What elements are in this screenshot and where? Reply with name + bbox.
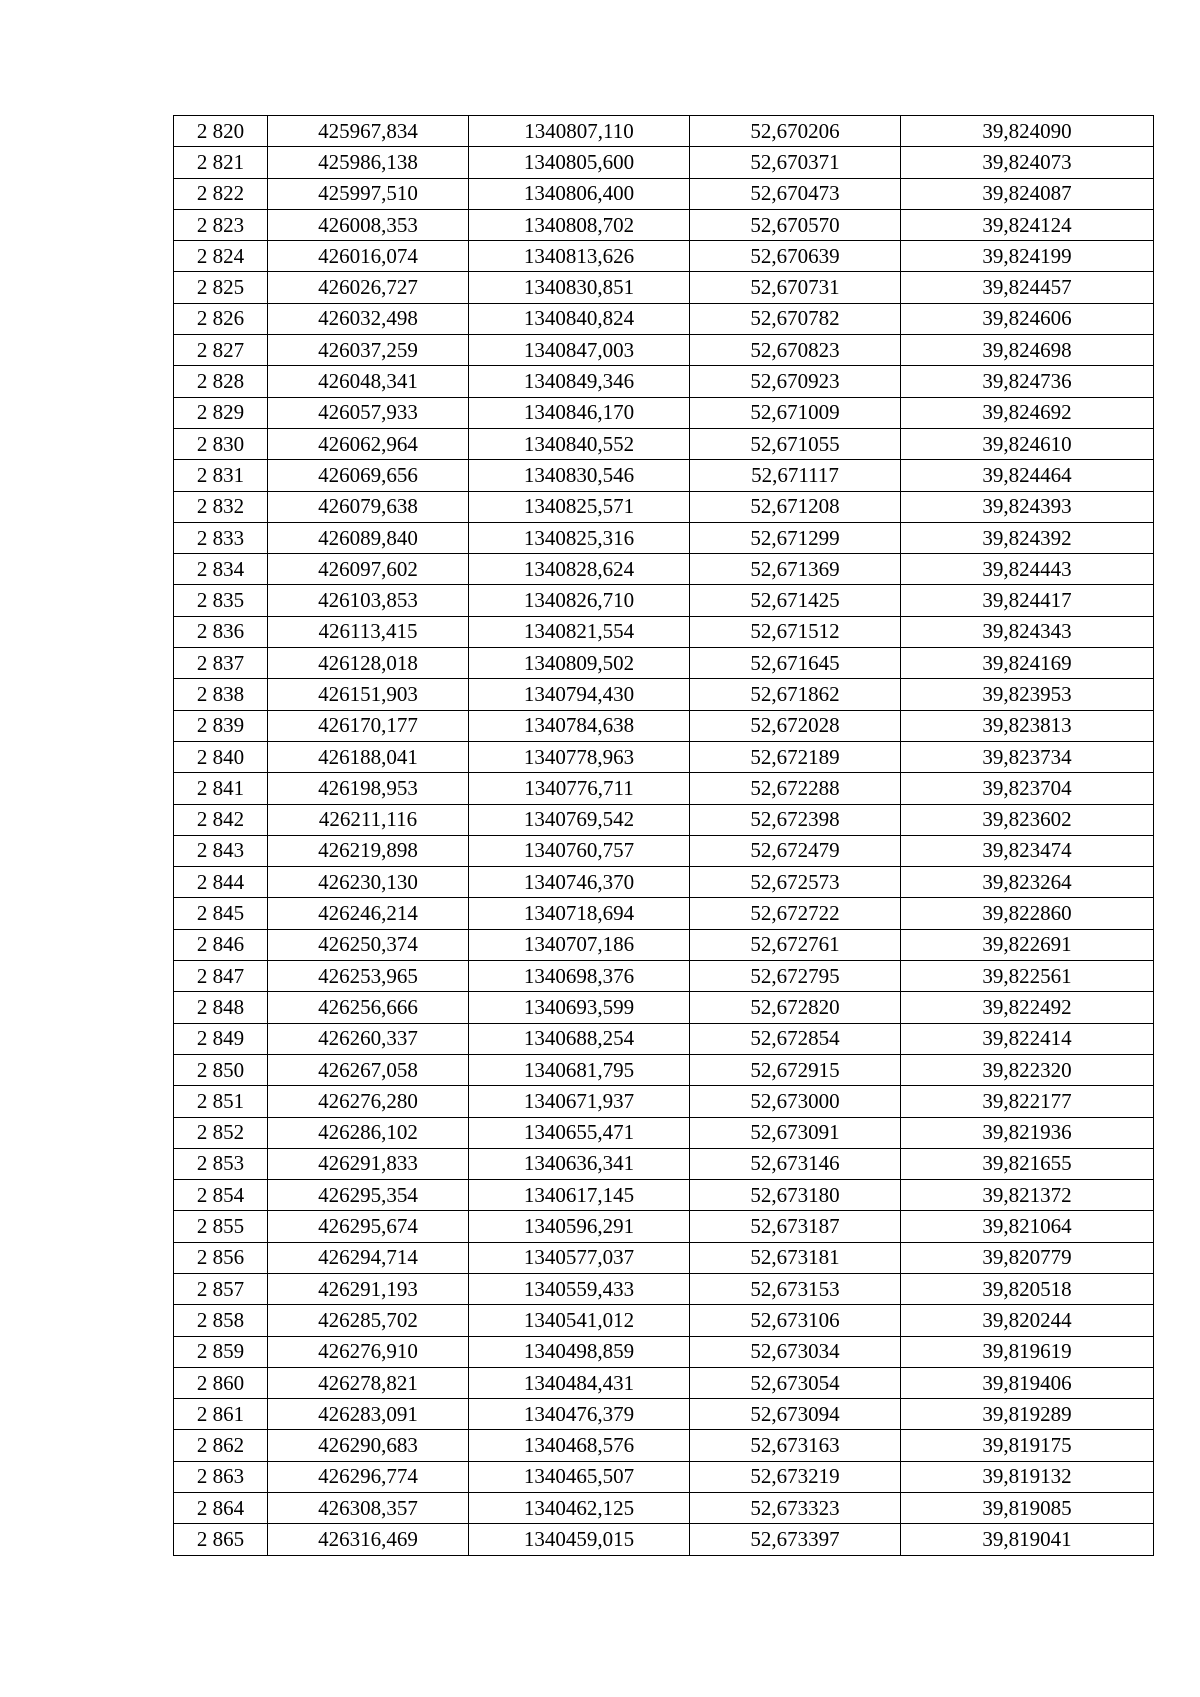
longitude-cell: 39,823813 bbox=[901, 710, 1154, 741]
y-coordinate-cell: 1340825,316 bbox=[469, 522, 690, 553]
latitude-cell: 52,670823 bbox=[690, 335, 901, 366]
x-coordinate-cell: 426151,903 bbox=[268, 679, 469, 710]
x-coordinate-cell: 426295,674 bbox=[268, 1211, 469, 1242]
y-coordinate-cell: 1340826,710 bbox=[469, 585, 690, 616]
table-row bbox=[174, 1461, 1154, 1492]
y-coordinate-cell: 1340840,552 bbox=[469, 428, 690, 459]
latitude-cell: 52,673091 bbox=[690, 1117, 901, 1148]
table-row bbox=[174, 648, 1154, 679]
y-coordinate-cell: 1340821,554 bbox=[469, 616, 690, 647]
longitude-cell: 39,820244 bbox=[901, 1305, 1154, 1336]
latitude-cell: 52,673163 bbox=[690, 1430, 901, 1461]
x-coordinate-cell: 426291,833 bbox=[268, 1148, 469, 1179]
latitude-cell: 52,672915 bbox=[690, 1054, 901, 1085]
point-number-cell: 2 836 bbox=[174, 616, 268, 647]
latitude-cell: 52,671512 bbox=[690, 616, 901, 647]
x-coordinate-cell: 426250,374 bbox=[268, 929, 469, 960]
latitude-cell: 52,671208 bbox=[690, 491, 901, 522]
longitude-cell: 39,819289 bbox=[901, 1399, 1154, 1430]
y-coordinate-cell: 1340846,170 bbox=[469, 397, 690, 428]
latitude-cell: 52,670639 bbox=[690, 241, 901, 272]
table-row bbox=[174, 1054, 1154, 1085]
coordinates-table-body bbox=[174, 116, 1154, 1556]
y-coordinate-cell: 1340809,502 bbox=[469, 648, 690, 679]
y-coordinate-cell: 1340541,012 bbox=[469, 1305, 690, 1336]
longitude-cell: 39,824087 bbox=[901, 178, 1154, 209]
table-row bbox=[174, 366, 1154, 397]
longitude-cell: 39,824736 bbox=[901, 366, 1154, 397]
y-coordinate-cell: 1340476,379 bbox=[469, 1399, 690, 1430]
x-coordinate-cell: 426016,074 bbox=[268, 241, 469, 272]
table-row bbox=[174, 616, 1154, 647]
table-row bbox=[174, 1336, 1154, 1367]
point-number-cell: 2 842 bbox=[174, 804, 268, 835]
longitude-cell: 39,820779 bbox=[901, 1242, 1154, 1273]
x-coordinate-cell: 426062,964 bbox=[268, 428, 469, 459]
x-coordinate-cell: 426290,683 bbox=[268, 1430, 469, 1461]
point-number-cell: 2 852 bbox=[174, 1117, 268, 1148]
latitude-cell: 52,672854 bbox=[690, 1023, 901, 1054]
longitude-cell: 39,821064 bbox=[901, 1211, 1154, 1242]
latitude-cell: 52,673034 bbox=[690, 1336, 901, 1367]
y-coordinate-cell: 1340655,471 bbox=[469, 1117, 690, 1148]
table-row bbox=[174, 1493, 1154, 1524]
latitude-cell: 52,670473 bbox=[690, 178, 901, 209]
point-number-cell: 2 832 bbox=[174, 491, 268, 522]
y-coordinate-cell: 1340707,186 bbox=[469, 929, 690, 960]
point-number-cell: 2 855 bbox=[174, 1211, 268, 1242]
table-row bbox=[174, 272, 1154, 303]
y-coordinate-cell: 1340808,702 bbox=[469, 209, 690, 240]
x-coordinate-cell: 425997,510 bbox=[268, 178, 469, 209]
table-row bbox=[174, 116, 1154, 147]
latitude-cell: 52,672398 bbox=[690, 804, 901, 835]
table-row bbox=[174, 1086, 1154, 1117]
table-row bbox=[174, 1273, 1154, 1304]
longitude-cell: 39,824392 bbox=[901, 522, 1154, 553]
table-row bbox=[174, 804, 1154, 835]
x-coordinate-cell: 426260,337 bbox=[268, 1023, 469, 1054]
table-row bbox=[174, 1117, 1154, 1148]
table-row bbox=[174, 992, 1154, 1023]
longitude-cell: 39,819619 bbox=[901, 1336, 1154, 1367]
latitude-cell: 52,673180 bbox=[690, 1180, 901, 1211]
longitude-cell: 39,823734 bbox=[901, 741, 1154, 772]
table-row bbox=[174, 1148, 1154, 1179]
y-coordinate-cell: 1340807,110 bbox=[469, 116, 690, 147]
x-coordinate-cell: 426246,214 bbox=[268, 898, 469, 929]
x-coordinate-cell: 426295,354 bbox=[268, 1180, 469, 1211]
x-coordinate-cell: 425986,138 bbox=[268, 147, 469, 178]
point-number-cell: 2 827 bbox=[174, 335, 268, 366]
y-coordinate-cell: 1340596,291 bbox=[469, 1211, 690, 1242]
table-row bbox=[174, 1305, 1154, 1336]
table-row bbox=[174, 1524, 1154, 1555]
x-coordinate-cell: 426069,656 bbox=[268, 460, 469, 491]
x-coordinate-cell: 426037,259 bbox=[268, 335, 469, 366]
table-row bbox=[174, 773, 1154, 804]
point-number-cell: 2 850 bbox=[174, 1054, 268, 1085]
table-row bbox=[174, 241, 1154, 272]
point-number-cell: 2 839 bbox=[174, 710, 268, 741]
y-coordinate-cell: 1340693,599 bbox=[469, 992, 690, 1023]
x-coordinate-cell: 426256,666 bbox=[268, 992, 469, 1023]
x-coordinate-cell: 426283,091 bbox=[268, 1399, 469, 1430]
point-number-cell: 2 820 bbox=[174, 116, 268, 147]
latitude-cell: 52,673187 bbox=[690, 1211, 901, 1242]
x-coordinate-cell: 426211,116 bbox=[268, 804, 469, 835]
point-number-cell: 2 824 bbox=[174, 241, 268, 272]
x-coordinate-cell: 426198,953 bbox=[268, 773, 469, 804]
y-coordinate-cell: 1340484,431 bbox=[469, 1367, 690, 1398]
table-row bbox=[174, 1023, 1154, 1054]
y-coordinate-cell: 1340778,963 bbox=[469, 741, 690, 772]
y-coordinate-cell: 1340830,546 bbox=[469, 460, 690, 491]
x-coordinate-cell: 426219,898 bbox=[268, 835, 469, 866]
longitude-cell: 39,824073 bbox=[901, 147, 1154, 178]
x-coordinate-cell: 426103,853 bbox=[268, 585, 469, 616]
longitude-cell: 39,819175 bbox=[901, 1430, 1154, 1461]
point-number-cell: 2 821 bbox=[174, 147, 268, 178]
longitude-cell: 39,824090 bbox=[901, 116, 1154, 147]
longitude-cell: 39,824443 bbox=[901, 554, 1154, 585]
table-row bbox=[174, 1242, 1154, 1273]
point-number-cell: 2 844 bbox=[174, 867, 268, 898]
table-row bbox=[174, 585, 1154, 616]
table-row bbox=[174, 710, 1154, 741]
y-coordinate-cell: 1340462,125 bbox=[469, 1493, 690, 1524]
latitude-cell: 52,670371 bbox=[690, 147, 901, 178]
x-coordinate-cell: 426026,727 bbox=[268, 272, 469, 303]
point-number-cell: 2 854 bbox=[174, 1180, 268, 1211]
point-number-cell: 2 864 bbox=[174, 1493, 268, 1524]
x-coordinate-cell: 426170,177 bbox=[268, 710, 469, 741]
y-coordinate-cell: 1340847,003 bbox=[469, 335, 690, 366]
point-number-cell: 2 858 bbox=[174, 1305, 268, 1336]
longitude-cell: 39,821655 bbox=[901, 1148, 1154, 1179]
latitude-cell: 52,671009 bbox=[690, 397, 901, 428]
longitude-cell: 39,819041 bbox=[901, 1524, 1154, 1555]
longitude-cell: 39,823602 bbox=[901, 804, 1154, 835]
latitude-cell: 52,670206 bbox=[690, 116, 901, 147]
latitude-cell: 52,673219 bbox=[690, 1461, 901, 1492]
point-number-cell: 2 849 bbox=[174, 1023, 268, 1054]
longitude-cell: 39,822414 bbox=[901, 1023, 1154, 1054]
y-coordinate-cell: 1340813,626 bbox=[469, 241, 690, 272]
point-number-cell: 2 859 bbox=[174, 1336, 268, 1367]
point-number-cell: 2 860 bbox=[174, 1367, 268, 1398]
longitude-cell: 39,822320 bbox=[901, 1054, 1154, 1085]
y-coordinate-cell: 1340718,694 bbox=[469, 898, 690, 929]
x-coordinate-cell: 426230,130 bbox=[268, 867, 469, 898]
longitude-cell: 39,821372 bbox=[901, 1180, 1154, 1211]
latitude-cell: 52,671369 bbox=[690, 554, 901, 585]
longitude-cell: 39,823704 bbox=[901, 773, 1154, 804]
latitude-cell: 52,672288 bbox=[690, 773, 901, 804]
x-coordinate-cell: 426285,702 bbox=[268, 1305, 469, 1336]
point-number-cell: 2 847 bbox=[174, 961, 268, 992]
y-coordinate-cell: 1340698,376 bbox=[469, 961, 690, 992]
latitude-cell: 52,672795 bbox=[690, 961, 901, 992]
latitude-cell: 52,673106 bbox=[690, 1305, 901, 1336]
table-row bbox=[174, 1180, 1154, 1211]
longitude-cell: 39,819406 bbox=[901, 1367, 1154, 1398]
y-coordinate-cell: 1340681,795 bbox=[469, 1054, 690, 1085]
point-number-cell: 2 826 bbox=[174, 303, 268, 334]
point-number-cell: 2 837 bbox=[174, 648, 268, 679]
table-row bbox=[174, 741, 1154, 772]
point-number-cell: 2 825 bbox=[174, 272, 268, 303]
longitude-cell: 39,821936 bbox=[901, 1117, 1154, 1148]
y-coordinate-cell: 1340840,824 bbox=[469, 303, 690, 334]
coordinates-table bbox=[173, 115, 1154, 1556]
table-row bbox=[174, 1399, 1154, 1430]
longitude-cell: 39,819085 bbox=[901, 1493, 1154, 1524]
x-coordinate-cell: 426089,840 bbox=[268, 522, 469, 553]
point-number-cell: 2 861 bbox=[174, 1399, 268, 1430]
point-number-cell: 2 822 bbox=[174, 178, 268, 209]
x-coordinate-cell: 426253,965 bbox=[268, 961, 469, 992]
x-coordinate-cell: 426048,341 bbox=[268, 366, 469, 397]
x-coordinate-cell: 426097,602 bbox=[268, 554, 469, 585]
y-coordinate-cell: 1340468,576 bbox=[469, 1430, 690, 1461]
point-number-cell: 2 835 bbox=[174, 585, 268, 616]
latitude-cell: 52,671425 bbox=[690, 585, 901, 616]
longitude-cell: 39,824124 bbox=[901, 209, 1154, 240]
longitude-cell: 39,823264 bbox=[901, 867, 1154, 898]
longitude-cell: 39,824343 bbox=[901, 616, 1154, 647]
table-row bbox=[174, 867, 1154, 898]
point-number-cell: 2 843 bbox=[174, 835, 268, 866]
longitude-cell: 39,820518 bbox=[901, 1273, 1154, 1304]
x-coordinate-cell: 426008,353 bbox=[268, 209, 469, 240]
y-coordinate-cell: 1340825,571 bbox=[469, 491, 690, 522]
x-coordinate-cell: 426316,469 bbox=[268, 1524, 469, 1555]
latitude-cell: 52,670923 bbox=[690, 366, 901, 397]
y-coordinate-cell: 1340671,937 bbox=[469, 1086, 690, 1117]
x-coordinate-cell: 426057,933 bbox=[268, 397, 469, 428]
latitude-cell: 52,673146 bbox=[690, 1148, 901, 1179]
y-coordinate-cell: 1340746,370 bbox=[469, 867, 690, 898]
latitude-cell: 52,670570 bbox=[690, 209, 901, 240]
x-coordinate-cell: 426296,774 bbox=[268, 1461, 469, 1492]
table-row bbox=[174, 303, 1154, 334]
y-coordinate-cell: 1340830,851 bbox=[469, 272, 690, 303]
table-row bbox=[174, 1430, 1154, 1461]
table-row bbox=[174, 522, 1154, 553]
longitude-cell: 39,824698 bbox=[901, 335, 1154, 366]
point-number-cell: 2 846 bbox=[174, 929, 268, 960]
x-coordinate-cell: 426286,102 bbox=[268, 1117, 469, 1148]
point-number-cell: 2 863 bbox=[174, 1461, 268, 1492]
latitude-cell: 52,672028 bbox=[690, 710, 901, 741]
y-coordinate-cell: 1340828,624 bbox=[469, 554, 690, 585]
table-row bbox=[174, 1367, 1154, 1398]
x-coordinate-cell: 426113,415 bbox=[268, 616, 469, 647]
table-row bbox=[174, 679, 1154, 710]
x-coordinate-cell: 426079,638 bbox=[268, 491, 469, 522]
y-coordinate-cell: 1340794,430 bbox=[469, 679, 690, 710]
latitude-cell: 52,673153 bbox=[690, 1273, 901, 1304]
longitude-cell: 39,824417 bbox=[901, 585, 1154, 616]
x-coordinate-cell: 426128,018 bbox=[268, 648, 469, 679]
y-coordinate-cell: 1340760,757 bbox=[469, 835, 690, 866]
longitude-cell: 39,824606 bbox=[901, 303, 1154, 334]
y-coordinate-cell: 1340776,711 bbox=[469, 773, 690, 804]
x-coordinate-cell: 426276,280 bbox=[268, 1086, 469, 1117]
latitude-cell: 52,671645 bbox=[690, 648, 901, 679]
point-number-cell: 2 829 bbox=[174, 397, 268, 428]
x-coordinate-cell: 426294,714 bbox=[268, 1242, 469, 1273]
longitude-cell: 39,824393 bbox=[901, 491, 1154, 522]
latitude-cell: 52,670782 bbox=[690, 303, 901, 334]
y-coordinate-cell: 1340559,433 bbox=[469, 1273, 690, 1304]
latitude-cell: 52,671862 bbox=[690, 679, 901, 710]
y-coordinate-cell: 1340617,145 bbox=[469, 1180, 690, 1211]
latitude-cell: 52,671117 bbox=[690, 460, 901, 491]
point-number-cell: 2 865 bbox=[174, 1524, 268, 1555]
latitude-cell: 52,672573 bbox=[690, 867, 901, 898]
y-coordinate-cell: 1340498,859 bbox=[469, 1336, 690, 1367]
longitude-cell: 39,824610 bbox=[901, 428, 1154, 459]
y-coordinate-cell: 1340806,400 bbox=[469, 178, 690, 209]
table-row bbox=[174, 961, 1154, 992]
longitude-cell: 39,824464 bbox=[901, 460, 1154, 491]
longitude-cell: 39,822561 bbox=[901, 961, 1154, 992]
point-number-cell: 2 834 bbox=[174, 554, 268, 585]
point-number-cell: 2 838 bbox=[174, 679, 268, 710]
x-coordinate-cell: 426267,058 bbox=[268, 1054, 469, 1085]
point-number-cell: 2 853 bbox=[174, 1148, 268, 1179]
table-row bbox=[174, 835, 1154, 866]
latitude-cell: 52,672189 bbox=[690, 741, 901, 772]
table-row bbox=[174, 898, 1154, 929]
table-row bbox=[174, 554, 1154, 585]
longitude-cell: 39,824457 bbox=[901, 272, 1154, 303]
point-number-cell: 2 828 bbox=[174, 366, 268, 397]
latitude-cell: 52,673323 bbox=[690, 1493, 901, 1524]
table-row bbox=[174, 147, 1154, 178]
latitude-cell: 52,673000 bbox=[690, 1086, 901, 1117]
table-row bbox=[174, 335, 1154, 366]
x-coordinate-cell: 426291,193 bbox=[268, 1273, 469, 1304]
table-row bbox=[174, 1211, 1154, 1242]
latitude-cell: 52,673094 bbox=[690, 1399, 901, 1430]
table-row bbox=[174, 178, 1154, 209]
x-coordinate-cell: 425967,834 bbox=[268, 116, 469, 147]
table-row bbox=[174, 397, 1154, 428]
x-coordinate-cell: 426032,498 bbox=[268, 303, 469, 334]
point-number-cell: 2 823 bbox=[174, 209, 268, 240]
table-row bbox=[174, 460, 1154, 491]
y-coordinate-cell: 1340805,600 bbox=[469, 147, 690, 178]
point-number-cell: 2 856 bbox=[174, 1242, 268, 1273]
longitude-cell: 39,822860 bbox=[901, 898, 1154, 929]
y-coordinate-cell: 1340769,542 bbox=[469, 804, 690, 835]
point-number-cell: 2 840 bbox=[174, 741, 268, 772]
latitude-cell: 52,672761 bbox=[690, 929, 901, 960]
longitude-cell: 39,824199 bbox=[901, 241, 1154, 272]
latitude-cell: 52,672479 bbox=[690, 835, 901, 866]
x-coordinate-cell: 426308,357 bbox=[268, 1493, 469, 1524]
longitude-cell: 39,824169 bbox=[901, 648, 1154, 679]
latitude-cell: 52,672722 bbox=[690, 898, 901, 929]
longitude-cell: 39,819132 bbox=[901, 1461, 1154, 1492]
y-coordinate-cell: 1340688,254 bbox=[469, 1023, 690, 1054]
y-coordinate-cell: 1340849,346 bbox=[469, 366, 690, 397]
table-row bbox=[174, 209, 1154, 240]
latitude-cell: 52,673054 bbox=[690, 1367, 901, 1398]
longitude-cell: 39,823953 bbox=[901, 679, 1154, 710]
table-row bbox=[174, 428, 1154, 459]
y-coordinate-cell: 1340784,638 bbox=[469, 710, 690, 741]
x-coordinate-cell: 426188,041 bbox=[268, 741, 469, 772]
x-coordinate-cell: 426276,910 bbox=[268, 1336, 469, 1367]
longitude-cell: 39,822492 bbox=[901, 992, 1154, 1023]
point-number-cell: 2 841 bbox=[174, 773, 268, 804]
longitude-cell: 39,824692 bbox=[901, 397, 1154, 428]
point-number-cell: 2 857 bbox=[174, 1273, 268, 1304]
latitude-cell: 52,670731 bbox=[690, 272, 901, 303]
point-number-cell: 2 833 bbox=[174, 522, 268, 553]
point-number-cell: 2 831 bbox=[174, 460, 268, 491]
latitude-cell: 52,671299 bbox=[690, 522, 901, 553]
table-row bbox=[174, 929, 1154, 960]
table-row bbox=[174, 491, 1154, 522]
longitude-cell: 39,823474 bbox=[901, 835, 1154, 866]
y-coordinate-cell: 1340465,507 bbox=[469, 1461, 690, 1492]
latitude-cell: 52,672820 bbox=[690, 992, 901, 1023]
latitude-cell: 52,671055 bbox=[690, 428, 901, 459]
longitude-cell: 39,822177 bbox=[901, 1086, 1154, 1117]
x-coordinate-cell: 426278,821 bbox=[268, 1367, 469, 1398]
point-number-cell: 2 851 bbox=[174, 1086, 268, 1117]
point-number-cell: 2 848 bbox=[174, 992, 268, 1023]
longitude-cell: 39,822691 bbox=[901, 929, 1154, 960]
latitude-cell: 52,673181 bbox=[690, 1242, 901, 1273]
point-number-cell: 2 830 bbox=[174, 428, 268, 459]
y-coordinate-cell: 1340459,015 bbox=[469, 1524, 690, 1555]
y-coordinate-cell: 1340636,341 bbox=[469, 1148, 690, 1179]
point-number-cell: 2 862 bbox=[174, 1430, 268, 1461]
latitude-cell: 52,673397 bbox=[690, 1524, 901, 1555]
y-coordinate-cell: 1340577,037 bbox=[469, 1242, 690, 1273]
point-number-cell: 2 845 bbox=[174, 898, 268, 929]
